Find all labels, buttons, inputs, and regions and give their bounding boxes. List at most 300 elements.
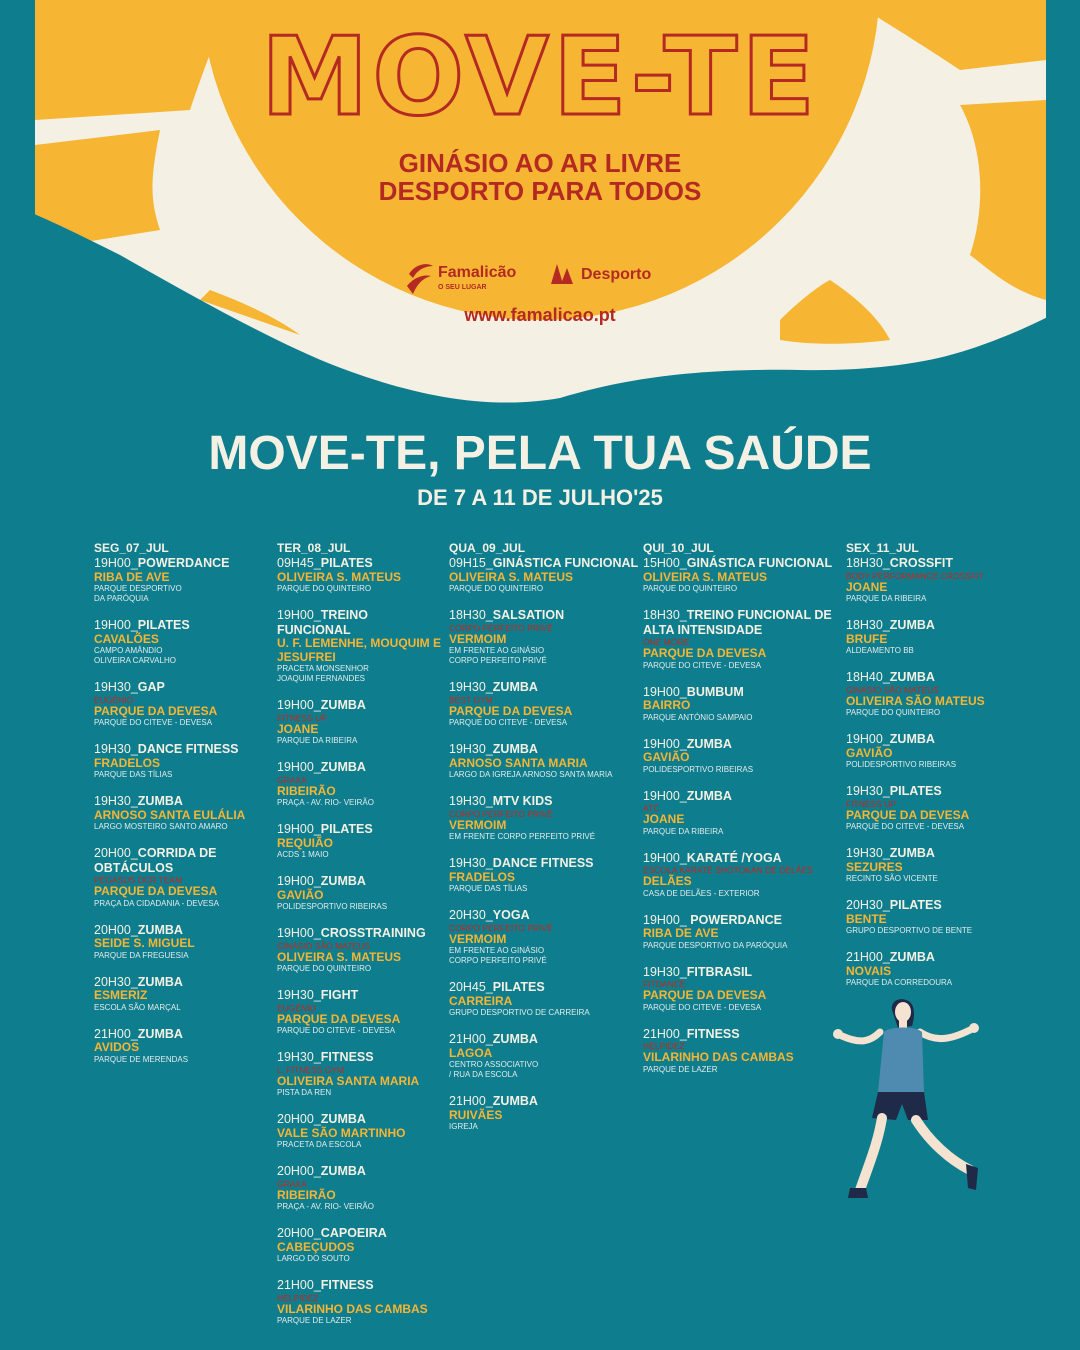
event-location: PARQUE DO QUINTEIRO: [449, 584, 544, 593]
event-title-line: [449, 1094, 639, 1109]
event-activity: ZUMBA: [320, 760, 366, 774]
event-time: 19H00_: [94, 556, 138, 570]
event-activity: POWERDANCE: [137, 556, 230, 570]
event-location: POLIDESPORTIVO RIBEIRAS: [846, 760, 957, 769]
event-time: 19H00_: [94, 618, 138, 632]
event-title-line: [643, 737, 838, 752]
event-activity: ZUMBA: [137, 1026, 183, 1041]
event-location: CORPO PERFEITO PRIVÉ: [449, 656, 547, 665]
schedule-event: [449, 608, 639, 666]
event-location: POLIDESPORTIVO RIBEIRAS: [277, 902, 388, 911]
event-location: PARQUE DO QUINTEIRO: [277, 964, 372, 973]
event-location: / RUA DA ESCOLA: [449, 1070, 518, 1079]
event-place: LAGOA: [449, 1045, 493, 1060]
schedule-event: [643, 685, 838, 723]
schedule-event: [277, 988, 442, 1036]
day-column: [846, 541, 996, 1002]
event-time: 19H00_: [643, 736, 687, 751]
schedule-event: [277, 698, 442, 746]
event-time: 09H45_: [277, 556, 321, 570]
event-place: GAVIÃO: [643, 750, 690, 764]
event-place: NOVAIS: [846, 963, 892, 978]
event-organizer: CORPO PERFEITO PRIVÉ: [449, 808, 553, 819]
event-place: OLIVEIRA SANTA MARIA: [277, 1073, 420, 1088]
event-place: PARQUE DA DEVESA: [94, 703, 218, 718]
event-place: BAIRRO: [643, 698, 691, 712]
event-activity: ZUMBA: [320, 874, 366, 888]
event-location: PRAÇA - AV. RIO- VEIRÃO: [277, 1202, 374, 1211]
event-title-line: [643, 851, 838, 866]
event-activity: ZUMBA: [492, 742, 538, 756]
event-title-line: [94, 923, 264, 938]
schedule-event: [94, 680, 264, 728]
schedule-event: [94, 923, 264, 961]
event-place: CABEÇUDOS: [277, 1239, 355, 1254]
event-activity: ZUMBA: [492, 680, 538, 694]
event-activity: ZUMBA: [889, 950, 935, 964]
event-place: VALE SÃO MARTINHO: [277, 1125, 406, 1140]
event-location: DA PARÓQUIA: [94, 594, 149, 603]
event-time: 20H00_: [277, 1164, 321, 1178]
event-time: 21H00_: [846, 950, 890, 964]
event-location: CORPO PERFEITO PRIVÉ: [449, 956, 547, 965]
event-time: 19H00_: [643, 788, 687, 803]
event-location: PISTA DA REN: [277, 1088, 332, 1097]
event-organizer: ONE MORE: [643, 637, 690, 647]
event-title-line: [94, 975, 264, 990]
event-title-line: [277, 988, 442, 1003]
event-title-line: [846, 950, 996, 965]
event-title-line: [277, 874, 442, 889]
event-organizer: L. FITNESS GYM: [277, 1064, 345, 1075]
event-location: PARQUE ANTÓNIO SAMPAIO: [643, 712, 753, 722]
event-time: 21H00_: [449, 1094, 493, 1108]
event-activity: DANCE FITNESS: [137, 742, 239, 756]
schedule-event: [449, 1094, 639, 1132]
event-activity: MTV KIDS: [492, 794, 553, 808]
event-location: JOAQUIM FERNANDES: [277, 674, 366, 683]
event-title-line: [846, 732, 996, 747]
event-place: FRADELOS: [449, 869, 515, 884]
event-time: 19H00_: [277, 698, 321, 712]
event-organizer: EUGÉNIO: [94, 694, 134, 705]
event-location: CASA DE DELÃES - EXTERIOR: [643, 888, 760, 898]
event-location: ALDEAMENTO BB: [846, 646, 914, 655]
event-time: 19H30_: [94, 794, 138, 808]
event-activity: GINÁSTICA FUNCIONAL: [492, 556, 639, 570]
event-location: PARQUE DESPORTIVO: [94, 584, 182, 593]
famalicao-logo-text: Famalicão: [438, 264, 517, 281]
event-time: 18H30_: [846, 618, 890, 632]
event-location: PRACETA MONSENHOR: [277, 664, 369, 673]
event-location: PARQUE DO QUINTEIRO: [846, 708, 941, 717]
event-place: RUIVÃES: [449, 1107, 503, 1122]
day-column: [449, 541, 639, 1146]
event-title-line: [846, 846, 996, 861]
event-activity: YOGA: [492, 908, 530, 922]
schedule-event: [449, 680, 639, 728]
event-time: 21H00_: [94, 1026, 138, 1041]
event-place: CAVALÕES: [94, 631, 159, 646]
event-location: PARQUE DO CITEVE - DEVESA: [846, 822, 965, 831]
event-organizer: FITDANCE: [643, 979, 686, 989]
event-organizer: HELPIDEZ: [643, 1041, 685, 1051]
event-location: PARQUE DA RIBEIRA: [846, 594, 927, 603]
event-title-line: [643, 789, 838, 804]
event-activity: ZUMBA: [492, 1032, 538, 1046]
event-organizer: GINÁSIO SÃO MATEUS: [277, 940, 370, 951]
event-activity: PILATES: [320, 556, 373, 570]
event-time: 19H00_: [277, 760, 321, 774]
event-title-line: [277, 1164, 442, 1179]
event-time: 19H00_: [643, 850, 687, 865]
event-location: PARQUE DA FREGUESIA: [94, 950, 189, 960]
event-organizer: ATC: [643, 803, 660, 813]
event-time: 20H30_: [94, 974, 138, 989]
event-activity: CROSSTRAINING: [320, 926, 426, 940]
schedule-event: [277, 760, 442, 808]
event-place: PARQUE DA DEVESA: [643, 646, 767, 660]
event-organizer: BEST GYM: [449, 694, 493, 705]
event-title-line: [449, 908, 639, 923]
schedule-event: [846, 670, 996, 718]
schedule-event: [643, 965, 838, 1013]
event-time: 19H30_: [277, 1050, 321, 1064]
event-place: OLIVEIRA S. MATEUS: [277, 949, 402, 964]
event-location: GRUPO DESPORTIVO DE BENTE: [846, 926, 973, 935]
event-title-line: [277, 1226, 442, 1241]
event-title-line: [277, 698, 442, 713]
schedule-event: [94, 975, 264, 1013]
event-time: 19H30_: [94, 742, 138, 756]
event-title-line: [846, 618, 996, 633]
schedule-event: [449, 794, 639, 842]
event-activity: ZUMBA: [137, 794, 183, 808]
event-time: 19H30_: [277, 988, 321, 1002]
event-activity: ZUMBA: [320, 1164, 366, 1178]
event-place: DELÃES: [643, 874, 692, 888]
event-activity: ZUMBA: [889, 618, 935, 632]
event-time: 19H00_: [643, 912, 687, 927]
famalicao-logo-icon: [405, 260, 435, 298]
schedule-event: [643, 789, 838, 837]
schedule-event: [277, 874, 442, 912]
event-location: PRAÇA DA CIDADANIA - DEVESA: [94, 898, 219, 908]
event-title-line: [449, 794, 639, 809]
event-location: CAMPO AMÂNDIO: [94, 646, 163, 655]
event-title-line: [643, 1027, 838, 1042]
event-title-line: [846, 784, 996, 799]
event-place: BRUFE: [846, 631, 888, 646]
event-title-line: [277, 822, 442, 837]
headline: MOVE-TE, PELA TUA SAÚDE: [208, 427, 872, 480]
event-title-line: [94, 1027, 264, 1042]
event-title: MOVE-TE: [260, 15, 820, 140]
schedule-event: [449, 1032, 639, 1080]
event-activity: ZUMBA: [137, 922, 183, 937]
event-location: PARQUE DO QUINTEIRO: [277, 584, 372, 593]
event-organizer: CORPO PERFEITO PRIVÉ: [449, 922, 553, 933]
event-place: OLIVEIRA S. MATEUS: [643, 569, 768, 584]
event-activity: PILATES: [889, 898, 942, 912]
event-place: PARQUE DA DEVESA: [846, 807, 970, 822]
event-place: BENTE: [846, 911, 887, 926]
event-place: JOANE: [846, 579, 888, 594]
event-place: VILARINHO DAS CAMBAS: [643, 1050, 794, 1064]
event-activity: PILATES: [889, 784, 942, 798]
event-time: 18H40_: [846, 670, 890, 684]
event-place: RIBEIRÃO: [277, 1187, 336, 1202]
event-location: OLIVEIRA CARVALHO: [94, 656, 176, 665]
event-title-line: [94, 680, 264, 695]
event-activity: CROSSFIT: [889, 556, 953, 570]
event-organizer: FITNESS UP: [277, 712, 328, 723]
schedule-event: [277, 1112, 442, 1150]
event-time: 19H30_: [449, 742, 493, 756]
event-organizer: GINÁSIO SÃO MATEUS: [846, 684, 939, 695]
event-location: PARQUE DO CITEVE - DEVESA: [449, 718, 568, 727]
event-location: ESCOLA SÃO MARÇAL: [94, 1002, 181, 1012]
event-time: 20H00_: [277, 1226, 321, 1240]
event-place: FRADELOS: [94, 755, 160, 770]
schedule-event: [277, 608, 442, 684]
event-location: PRAÇA - AV. RIO- VEIRÃO: [277, 798, 374, 807]
event-title-line: [277, 556, 442, 571]
schedule-event: [277, 556, 442, 594]
schedule-event: [846, 846, 996, 884]
event-time: 19H30_: [449, 794, 493, 808]
event-location: PARQUE DESPORTIVO DA PARÓQUIA: [643, 940, 788, 950]
event-activity: ZUMBA: [686, 736, 732, 751]
event-location: CENTRO ASSOCIATIVO: [449, 1060, 539, 1069]
event-title-line: [94, 618, 264, 633]
event-title-line: [846, 898, 996, 913]
event-time: 18H30_: [846, 556, 890, 570]
event-time: 19H00_: [846, 732, 890, 746]
website-url[interactable]: www.famalicao.pt: [464, 305, 616, 325]
event-location: GRUPO DESPORTIVO DE CARREIRA: [449, 1008, 590, 1017]
event-location: PRACETA DA ESCOLA: [277, 1140, 362, 1149]
event-activity: ZUMBA: [686, 788, 732, 803]
event-organizer: ESCOLA KARATÉ SHOTOKAN DE DELÃES: [643, 865, 813, 875]
schedule-event: [846, 556, 996, 604]
event-location: PARQUE DO CITEVE - DEVESA: [94, 718, 213, 727]
event-activity: ZUMBA: [889, 846, 935, 860]
event-activity: KARATÉ /YOGA: [686, 850, 782, 865]
event-activity: FITBRASIL: [686, 964, 753, 979]
schedule-event: [643, 851, 838, 899]
event-place: RIBA DE AVE: [94, 569, 170, 584]
schedule-event: [94, 618, 264, 666]
event-title-line: [277, 1278, 442, 1293]
event-location: ACDS 1 MAIO: [277, 850, 329, 859]
event-title-line: [277, 1112, 442, 1127]
event-title-line: [277, 1050, 442, 1065]
event-time: 19H00_: [277, 874, 321, 888]
event-organizer: FITNESS UP: [846, 798, 897, 809]
event-title-line: [449, 856, 639, 871]
schedule-event: [94, 846, 264, 909]
event-time: 18H30_: [449, 608, 493, 622]
schedule-event: [643, 556, 838, 594]
event-time: 20H00_: [277, 1112, 321, 1126]
schedule-event: [277, 1164, 442, 1212]
event-activity: PILATES: [320, 822, 373, 836]
event-organizer: EUGÉNIO: [277, 1002, 317, 1013]
schedule-event: [846, 950, 996, 988]
schedule-event: [643, 737, 838, 775]
event-organizer: GRAXA: [277, 1178, 307, 1189]
event-activity: ZUMBA: [320, 1112, 366, 1126]
event-location: PARQUE DAS TÍLIAS: [94, 770, 173, 779]
event-title-line: [277, 608, 442, 637]
event-activity: SALSATION: [492, 608, 565, 622]
event-location: LARGO DA IGREJA ARNOSO SANTA MARIA: [449, 770, 613, 779]
event-time: 15H00_: [643, 556, 687, 570]
event-time: 20H30_: [846, 898, 890, 912]
logos: [405, 256, 675, 302]
event-title-line: [846, 556, 996, 571]
event-organizer: BODY PERFORMANCE CROSSFIT: [846, 570, 984, 581]
event-place: VILARINHO DAS CAMBAS: [277, 1301, 428, 1316]
schedule-event: [277, 1050, 442, 1098]
event-time: 19H30_: [643, 964, 687, 979]
event-place: ESMERIZ: [94, 988, 148, 1002]
event-title-line: [449, 742, 639, 757]
event-place: GAVIÃO: [846, 745, 893, 760]
schedule-event: [277, 1226, 442, 1264]
schedule-event: [277, 1278, 442, 1326]
event-place: JOANE: [277, 721, 319, 736]
event-activity: FITNESS: [686, 1026, 740, 1041]
schedule-event: [449, 556, 639, 594]
event-title-line: [643, 608, 838, 637]
event-activity: FITNESS: [320, 1278, 374, 1292]
event-place: PARQUE DA DEVESA: [94, 884, 218, 898]
event-location: PARQUE DE LAZER: [643, 1064, 718, 1074]
event-activity: ZUMBA: [889, 670, 935, 684]
subtitle-line-1: GINÁSIO AO AR LIVRE: [398, 148, 682, 178]
event-place: VERMOIM: [449, 931, 507, 946]
event-time: 19H30_: [846, 846, 890, 860]
schedule-event: [94, 742, 264, 780]
event-activity: FIGHT: [320, 988, 359, 1002]
event-location: PARQUE DE MERENDAS: [94, 1054, 189, 1064]
event-location: POLIDESPORTIVO RIBEIRAS: [643, 764, 754, 774]
event-activity: CORRIDA DE OBTÁCULOS: [94, 846, 217, 875]
event-title-line: [643, 685, 838, 700]
event-time: 19H00_: [277, 608, 321, 622]
event-activity: PILATES: [492, 980, 545, 994]
event-place: ARNOSO SANTA EULÁLIA: [94, 807, 246, 822]
desporto-logo-text: Desporto: [581, 266, 652, 283]
day-heading: SEX_11_JUL: [846, 541, 919, 555]
event-place: AVIDOS: [94, 1040, 140, 1054]
event-title-line: [449, 680, 639, 695]
event-title-line: [277, 760, 442, 775]
event-activity: ZUMBA: [492, 1094, 538, 1108]
event-title-line: [643, 556, 838, 571]
event-place: VERMOIM: [449, 631, 507, 646]
event-activity: PILATES: [137, 618, 190, 632]
event-time: 19H30_: [94, 680, 138, 694]
event-title-line: [449, 1032, 639, 1047]
event-time: 20H00_: [94, 846, 138, 860]
event-organizer: CORPO PERFEITO PRIVÉ: [449, 622, 553, 633]
event-time: 19H30_: [846, 784, 890, 798]
day-heading: QUI_10_JUL: [643, 541, 714, 555]
event-time: 20H00_: [94, 922, 138, 937]
event-place: SEZURES: [846, 859, 903, 874]
event-organizer: GRAXA: [277, 774, 307, 785]
event-place: PARQUE DA DEVESA: [643, 988, 767, 1002]
schedule-event: [94, 794, 264, 832]
event-location: PARQUE DO QUINTEIRO: [643, 584, 738, 593]
day-heading: QUA_09_JUL: [449, 541, 526, 555]
event-time: 19H00_: [277, 926, 321, 940]
event-place: CARREIRA: [449, 993, 513, 1008]
event-location: PARQUE DE LAZER: [277, 1316, 352, 1325]
day-heading: TER_08_JUL: [277, 541, 351, 555]
event-activity: TREINO FUNCIONAL DE ALTA INTENSIDADE: [643, 608, 832, 637]
event-time: 19H30_: [449, 856, 493, 870]
event-activity: TREINO FUNCIONAL: [277, 608, 369, 637]
schedule-event: [449, 856, 639, 894]
famalicao-logo-tagline: O SEU LUGAR: [438, 284, 487, 291]
event-place: OLIVEIRA SÃO MATEUS: [846, 693, 985, 708]
event-title-line: [94, 556, 264, 571]
event-activity: ZUMBA: [320, 698, 366, 712]
schedule-event: [94, 556, 264, 604]
event-title-line: [94, 794, 264, 809]
event-location: PARQUE DO CITEVE - DEVESA: [643, 660, 762, 670]
event-time: 19H00_: [277, 822, 321, 836]
event-activity: ZUMBA: [889, 732, 935, 746]
event-location: PARQUE DO CITEVE - DEVESA: [643, 1002, 762, 1012]
event-location: RECINTO SÃO VICENTE: [846, 874, 938, 883]
event-place: JOANE: [643, 812, 685, 826]
event-location: PARQUE DAS TÍLIAS: [449, 884, 528, 893]
dancer-illustration: [820, 992, 990, 1207]
event-time: 20H30_: [449, 908, 493, 922]
schedule-event: [94, 1027, 264, 1065]
event-location: PARQUE DO CITEVE - DEVESA: [277, 1026, 396, 1035]
event-time: 20H45_: [449, 980, 493, 994]
day-column: [643, 541, 838, 1089]
date-range: DE 7 A 11 DE JULHO'25: [417, 485, 663, 510]
schedule-event: [449, 980, 639, 1018]
event-title-line: [449, 608, 639, 623]
event-location: PARQUE DA RIBEIRA: [643, 826, 724, 836]
schedule-event: [449, 742, 639, 780]
event-location: LARGO MOSTEIRO SANTO AMARO: [94, 822, 228, 831]
event-activity: BUMBUM: [686, 684, 744, 699]
event-place: OLIVEIRA S. MATEUS: [449, 569, 574, 584]
event-activity: ZUMBA: [137, 974, 183, 989]
schedule-event: [643, 913, 838, 951]
event-title-line: [643, 965, 838, 980]
event-title-line: [94, 742, 264, 757]
desporto-logo-icon: [547, 258, 577, 288]
event-place: RIBA DE AVE: [643, 926, 719, 940]
event-title-line: [846, 670, 996, 685]
event-time: 21H00_: [449, 1032, 493, 1046]
event-title-line: [643, 913, 838, 928]
schedule-event: [449, 908, 639, 966]
event-place: U. F. LEMENHE, MOUQUIM E JESUFREI: [277, 636, 442, 664]
event-organizer: PEGASUS OCR TEAM: [94, 875, 183, 885]
day-column: [277, 541, 442, 1340]
